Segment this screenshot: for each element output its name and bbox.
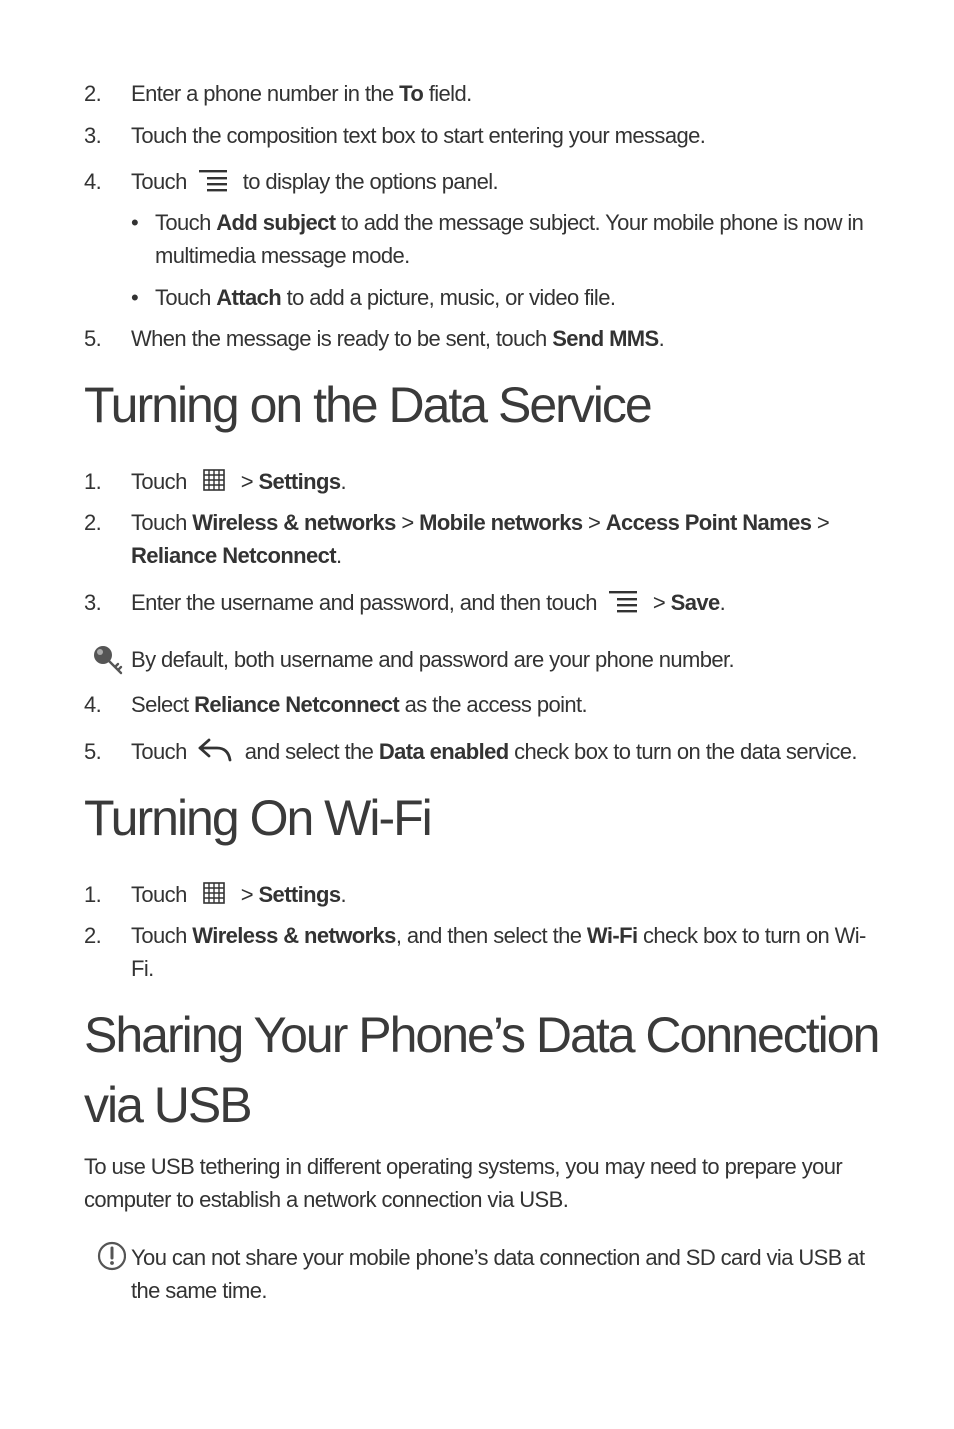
data-step-5: 5. Touch and select the Data enabled check box to turn on the data service. (84, 735, 884, 768)
heading-data-service: Turning on the Data Service (84, 377, 651, 433)
back-icon (197, 737, 233, 763)
step-number: 5. (84, 739, 102, 764)
menu-icon (199, 168, 229, 192)
data-step-2: 2. Touch Wireless & networks > Mobile networks > Access Point Names > Reliance Netconnect. (84, 506, 884, 572)
data-step-1: 1. Touch > Settings. (84, 465, 884, 498)
heading-wifi: Turning On Wi-Fi (84, 790, 431, 846)
wifi-step-1: 1. Touch > Settings. (84, 878, 884, 911)
step-number: 1. (84, 882, 102, 907)
step-number: 2. (84, 923, 102, 948)
wifi-step-2: 2. Touch Wireless & networks, and then select the Wi-Fi check box to turn on Wi-Fi. (84, 919, 884, 985)
usb-intro: To use USB tethering in different operating systems, you may need to prepare your computer to establish a network connection via USB. (84, 1154, 843, 1212)
step-number: 2. (84, 510, 102, 535)
step-5-send-mms: 5. When the message is ready to be sent, touch Send MMS. (84, 322, 884, 355)
bullet-attach: • Touch Attach to add a picture, music, or video file. (131, 285, 616, 310)
step-4-options: 4. Touch to display the options panel. (84, 165, 884, 198)
step-number: 1. (84, 469, 102, 494)
step-number: 3. (84, 590, 102, 615)
menu-icon (609, 589, 639, 613)
data-step-3: 3. Enter the username and password, and then touch > Save. (84, 586, 884, 619)
caution-icon (90, 1239, 126, 1273)
usb-note: You can not share your mobile phone’s data connection and SD card via USB at the same time. (84, 1241, 884, 1307)
step-number: 5. (84, 326, 102, 351)
step-number: 2. (84, 81, 102, 106)
step-2-enter-number: 2. Enter a phone number in the To field. (84, 77, 884, 110)
data-note: By default, both username and password are your phone number. (84, 643, 884, 676)
data-step-4: 4. Select Reliance Netconnect as the access point. (84, 688, 884, 721)
heading-usb-tethering: Sharing Your Phone’s Data Connection via USB (84, 1007, 879, 1133)
step-3-composition: 3. Touch the composition text box to start entering your message. (84, 119, 884, 152)
apps-grid-icon (203, 882, 225, 904)
apps-grid-icon (203, 469, 225, 491)
step-number: 4. (84, 169, 102, 194)
step-number: 4. (84, 692, 102, 717)
bullet-add-subject: • Touch Add subject to add the message subject. Your mobile phone is now in multimedia message mode. (131, 210, 864, 268)
step-number: 3. (84, 123, 102, 148)
tip-key-icon (90, 641, 126, 675)
